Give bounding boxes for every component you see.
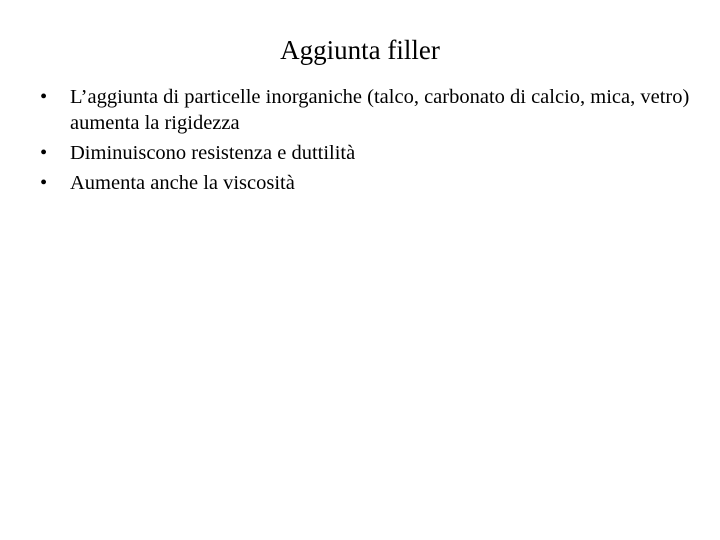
bullet-text: Aumenta anche la viscosità	[70, 172, 295, 194]
bullet-text: Diminuiscono resistenza e duttilità	[70, 142, 356, 164]
bullet-icon: •	[40, 142, 48, 164]
bullet-icon: •	[40, 172, 48, 194]
list-item	[36, 84, 706, 136]
bullet-list	[36, 84, 706, 200]
bullet-icon: •	[40, 86, 48, 108]
slide-title: Aggiunta filler	[280, 35, 440, 65]
bullet-text: L’aggiunta di particelle inorganiche (talco, carbonato di calcio, mica, vetro) aumenta la rigidezza	[70, 86, 690, 134]
list-item	[36, 140, 706, 166]
list-item	[36, 170, 706, 196]
